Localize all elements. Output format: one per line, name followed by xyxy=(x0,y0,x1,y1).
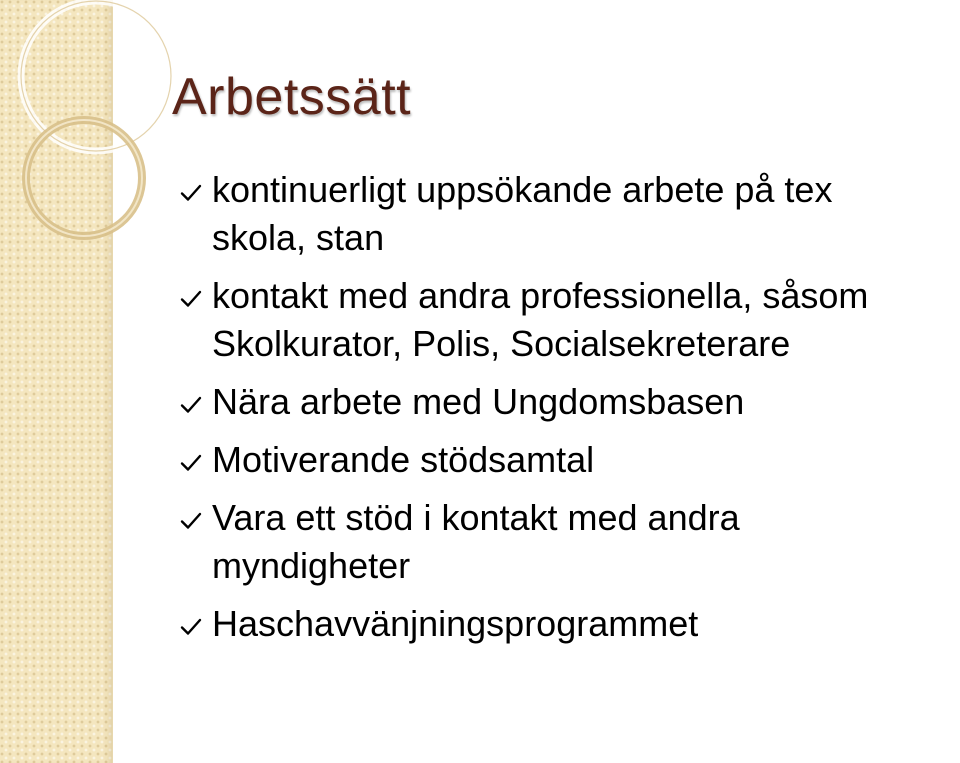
bullet-item xyxy=(180,436,960,484)
checkmark-icon xyxy=(180,396,202,414)
bullet-text-line: Haschavvänjningsprogrammet xyxy=(212,603,699,644)
bullet-list xyxy=(180,166,960,648)
bullet-item xyxy=(180,378,960,426)
bullet-item xyxy=(180,272,960,368)
bullet-item xyxy=(180,166,960,262)
checkmark-icon xyxy=(180,290,202,308)
bullet-item xyxy=(180,494,960,590)
bullet-text-line: kontakt med andra professionella, såsom xyxy=(212,275,869,316)
bullet-item xyxy=(180,600,960,648)
bullet-text-line: kontinuerligt uppsökande arbete på tex xyxy=(212,169,833,210)
decorative-side-band xyxy=(0,0,113,763)
bullet-text-line: Vara ett stöd i kontakt med andra xyxy=(212,497,740,538)
bullet-text-line: myndigheter xyxy=(212,545,411,586)
bullet-text-line: Skolkurator, Polis, Socialsekreterare xyxy=(212,323,791,364)
bullet-text-line: Motiverande stödsamtal xyxy=(212,439,595,480)
checkmark-icon xyxy=(180,184,202,202)
bullet-text-line: skola, stan xyxy=(212,217,385,258)
checkmark-icon xyxy=(180,512,202,530)
checkmark-icon xyxy=(180,454,202,472)
checkmark-icon xyxy=(180,618,202,636)
bullet-text-line: Nära arbete med Ungdomsbasen xyxy=(212,381,745,422)
slide-title: Arbetssätt xyxy=(172,68,412,126)
